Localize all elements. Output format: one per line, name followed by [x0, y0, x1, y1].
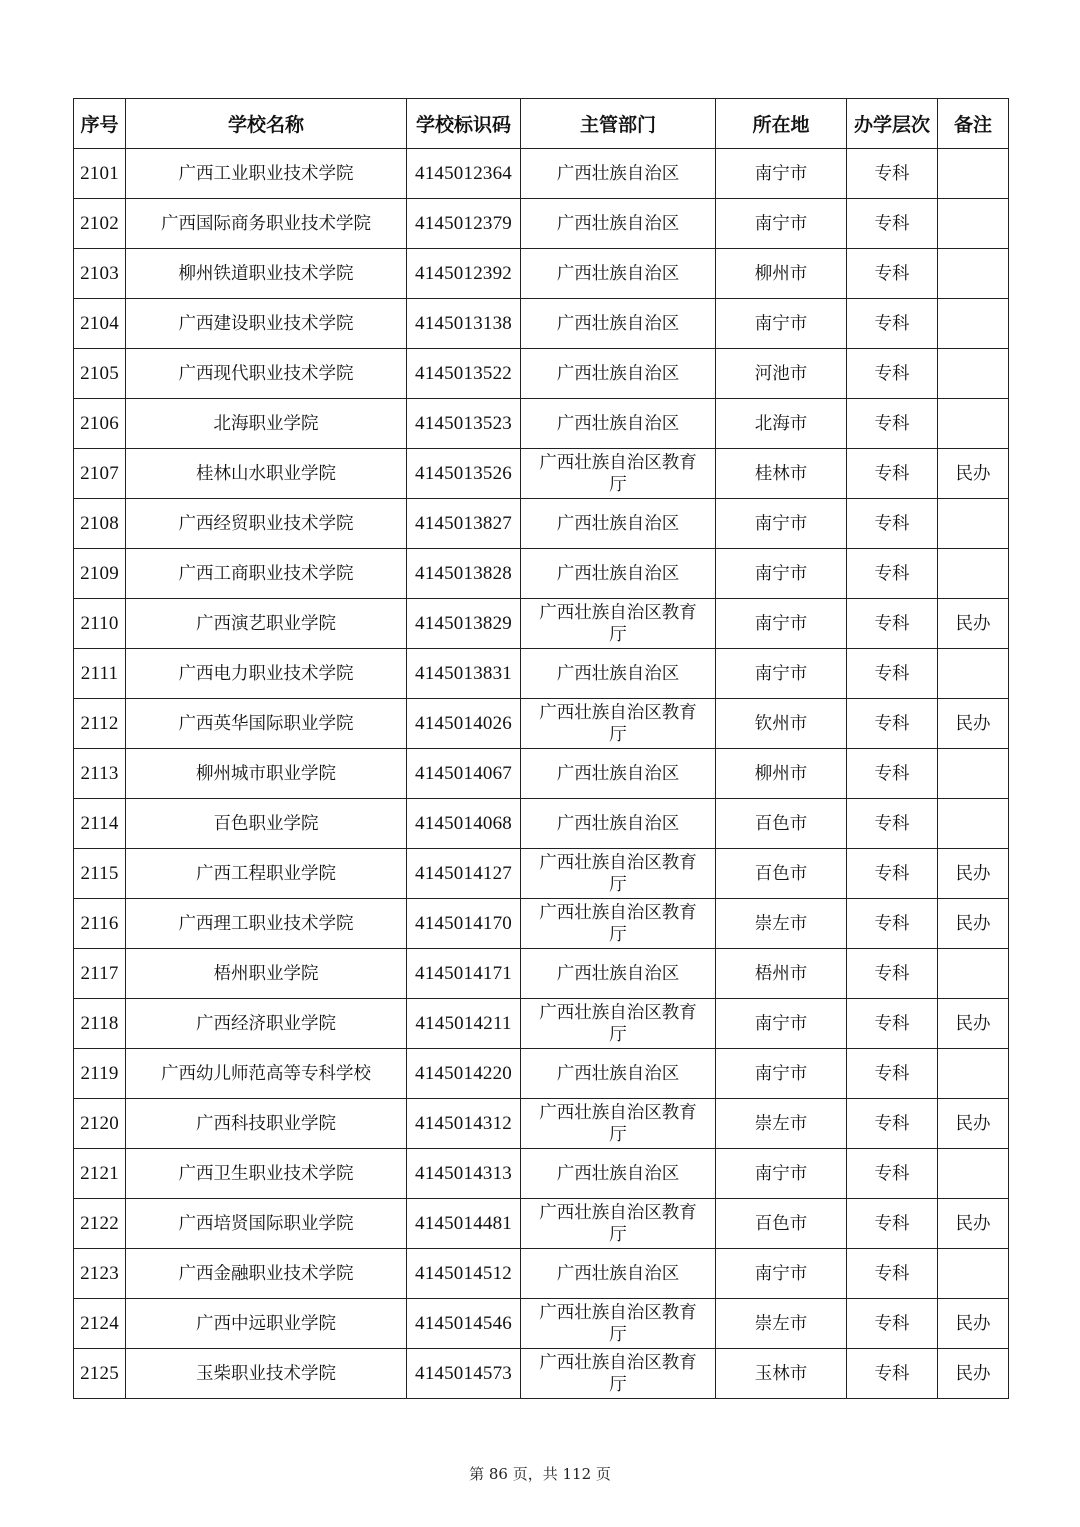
location-cell: 南宁市: [716, 1149, 847, 1199]
location-cell: 南宁市: [716, 149, 847, 199]
location-cell: 崇左市: [716, 1099, 847, 1149]
department-cell: 广西壮族自治区教育厅: [521, 999, 716, 1049]
remarks-cell: [938, 1149, 1009, 1199]
location-cell: 百色市: [716, 1199, 847, 1249]
school-code-cell: 4145014067: [407, 749, 521, 799]
school-name-cell: 广西卫生职业技术学院: [126, 1149, 407, 1199]
location-cell: 南宁市: [716, 649, 847, 699]
page-number: 第 86 页，共 112 页: [469, 1465, 611, 1483]
serial-cell: 2125: [74, 1349, 126, 1399]
department-cell: 广西壮族自治区教育厅: [521, 1349, 716, 1399]
school-name-cell: 玉柴职业技术学院: [126, 1349, 407, 1399]
school-name-cell: 广西建设职业技术学院: [126, 299, 407, 349]
school-code-cell: 4145014313: [407, 1149, 521, 1199]
department-cell: 广西壮族自治区: [521, 1149, 716, 1199]
table-row: [74, 799, 1009, 849]
serial-cell: 2122: [74, 1199, 126, 1249]
table-row: [74, 199, 1009, 249]
department-cell: 广西壮族自治区教育厅: [521, 699, 716, 749]
remarks-cell: [938, 399, 1009, 449]
school-list-table: [73, 98, 1009, 1399]
serial-cell: 2102: [74, 199, 126, 249]
location-cell: 崇左市: [716, 1299, 847, 1349]
location-cell: 桂林市: [716, 449, 847, 499]
remarks-cell: [938, 249, 1009, 299]
school-name-cell: 广西金融职业技术学院: [126, 1249, 407, 1299]
location-cell: 南宁市: [716, 999, 847, 1049]
department-cell: 广西壮族自治区: [521, 949, 716, 999]
department-cell: 广西壮族自治区: [521, 499, 716, 549]
remarks-cell: 民办: [938, 599, 1009, 649]
serial-cell: 2116: [74, 899, 126, 949]
location-cell: 百色市: [716, 849, 847, 899]
level-cell: 专科: [847, 799, 938, 849]
department-cell: 广西壮族自治区: [521, 149, 716, 199]
remarks-cell: [938, 1049, 1009, 1099]
school-name-cell: 广西经济职业学院: [126, 999, 407, 1049]
school-name-cell: 广西工商职业技术学院: [126, 549, 407, 599]
department-cell: 广西壮族自治区: [521, 349, 716, 399]
location-cell: 柳州市: [716, 249, 847, 299]
table-body: [74, 149, 1009, 1399]
serial-cell: 2108: [74, 499, 126, 549]
school-code-cell: 4145013827: [407, 499, 521, 549]
header-department: 主管部门: [521, 99, 716, 149]
level-cell: 专科: [847, 749, 938, 799]
remarks-cell: 民办: [938, 899, 1009, 949]
department-cell: 广西壮族自治区: [521, 549, 716, 599]
remarks-cell: 民办: [938, 449, 1009, 499]
serial-cell: 2124: [74, 1299, 126, 1349]
table-row: [74, 949, 1009, 999]
location-cell: 南宁市: [716, 1249, 847, 1299]
school-name-cell: 广西工业职业技术学院: [126, 149, 407, 199]
header-location: 所在地: [716, 99, 847, 149]
remarks-cell: [938, 549, 1009, 599]
school-code-cell: 4145014220: [407, 1049, 521, 1099]
serial-cell: 2118: [74, 999, 126, 1049]
serial-cell: 2115: [74, 849, 126, 899]
department-cell: 广西壮族自治区教育厅: [521, 1199, 716, 1249]
remarks-cell: 民办: [938, 1299, 1009, 1349]
table-row: [74, 299, 1009, 349]
table-row: [74, 849, 1009, 899]
table-row: [74, 749, 1009, 799]
location-cell: 崇左市: [716, 899, 847, 949]
remarks-cell: 民办: [938, 1099, 1009, 1149]
serial-cell: 2111: [74, 649, 126, 699]
department-cell: 广西壮族自治区: [521, 649, 716, 699]
table-row: [74, 249, 1009, 299]
level-cell: 专科: [847, 499, 938, 549]
school-name-cell: 广西工程职业学院: [126, 849, 407, 899]
department-cell: 广西壮族自治区教育厅: [521, 599, 716, 649]
school-name-cell: 广西科技职业学院: [126, 1099, 407, 1149]
remarks-cell: [938, 1249, 1009, 1299]
school-code-cell: 4145012364: [407, 149, 521, 199]
table-row: [74, 149, 1009, 199]
school-code-cell: 4145014211: [407, 999, 521, 1049]
level-cell: 专科: [847, 1199, 938, 1249]
department-cell: 广西壮族自治区教育厅: [521, 899, 716, 949]
serial-cell: 2114: [74, 799, 126, 849]
department-cell: 广西壮族自治区: [521, 299, 716, 349]
header-school-name: 学校名称: [126, 99, 407, 149]
level-cell: 专科: [847, 899, 938, 949]
location-cell: 南宁市: [716, 549, 847, 599]
level-cell: 专科: [847, 149, 938, 199]
school-name-cell: 百色职业学院: [126, 799, 407, 849]
school-name-cell: 广西培贤国际职业学院: [126, 1199, 407, 1249]
school-name-cell: 广西中远职业学院: [126, 1299, 407, 1349]
school-code-cell: 4145013526: [407, 449, 521, 499]
serial-cell: 2107: [74, 449, 126, 499]
remarks-cell: [938, 199, 1009, 249]
level-cell: 专科: [847, 649, 938, 699]
level-cell: 专科: [847, 1249, 938, 1299]
school-code-cell: 4145013138: [407, 299, 521, 349]
school-name-cell: 广西英华国际职业学院: [126, 699, 407, 749]
serial-cell: 2121: [74, 1149, 126, 1199]
table-row: [74, 599, 1009, 649]
school-name-cell: 广西经贸职业技术学院: [126, 499, 407, 549]
department-cell: 广西壮族自治区: [521, 749, 716, 799]
table-row: [74, 549, 1009, 599]
remarks-cell: 民办: [938, 849, 1009, 899]
header-level: 办学层次: [847, 99, 938, 149]
serial-cell: 2119: [74, 1049, 126, 1099]
department-cell: 广西壮族自治区教育厅: [521, 849, 716, 899]
table-row: [74, 1299, 1009, 1349]
location-cell: 百色市: [716, 799, 847, 849]
level-cell: 专科: [847, 699, 938, 749]
table-row: [74, 999, 1009, 1049]
location-cell: 南宁市: [716, 199, 847, 249]
location-cell: 北海市: [716, 399, 847, 449]
remarks-cell: 民办: [938, 1349, 1009, 1399]
remarks-cell: [938, 799, 1009, 849]
school-code-cell: 4145014068: [407, 799, 521, 849]
serial-cell: 2123: [74, 1249, 126, 1299]
serial-cell: 2103: [74, 249, 126, 299]
department-cell: 广西壮族自治区: [521, 799, 716, 849]
location-cell: 柳州市: [716, 749, 847, 799]
school-code-cell: 4145013831: [407, 649, 521, 699]
school-code-cell: 4145013522: [407, 349, 521, 399]
remarks-cell: 民办: [938, 699, 1009, 749]
school-name-cell: 柳州城市职业学院: [126, 749, 407, 799]
department-cell: 广西壮族自治区: [521, 1049, 716, 1099]
table-row: [74, 899, 1009, 949]
school-code-cell: 4145014026: [407, 699, 521, 749]
department-cell: 广西壮族自治区教育厅: [521, 449, 716, 499]
department-cell: 广西壮族自治区: [521, 199, 716, 249]
location-cell: 南宁市: [716, 1049, 847, 1099]
department-cell: 广西壮族自治区: [521, 249, 716, 299]
table-row: [74, 699, 1009, 749]
remarks-cell: 民办: [938, 999, 1009, 1049]
school-name-cell: 广西电力职业技术学院: [126, 649, 407, 699]
header-school-code: 学校标识码: [407, 99, 521, 149]
level-cell: 专科: [847, 349, 938, 399]
location-cell: 玉林市: [716, 1349, 847, 1399]
remarks-cell: [938, 949, 1009, 999]
school-code-cell: 4145014127: [407, 849, 521, 899]
department-cell: 广西壮族自治区教育厅: [521, 1299, 716, 1349]
serial-cell: 2109: [74, 549, 126, 599]
header-remarks: 备注: [938, 99, 1009, 149]
table-row: [74, 449, 1009, 499]
school-code-cell: 4145014481: [407, 1199, 521, 1249]
table-row: [74, 1249, 1009, 1299]
school-name-cell: 广西国际商务职业技术学院: [126, 199, 407, 249]
school-code-cell: 4145014546: [407, 1299, 521, 1349]
school-name-cell: 梧州职业学院: [126, 949, 407, 999]
school-name-cell: 广西幼儿师范高等专科学校: [126, 1049, 407, 1099]
school-code-cell: 4145012379: [407, 199, 521, 249]
school-code-cell: 4145014512: [407, 1249, 521, 1299]
level-cell: 专科: [847, 399, 938, 449]
level-cell: 专科: [847, 249, 938, 299]
school-code-cell: 4145014573: [407, 1349, 521, 1399]
school-name-cell: 广西理工职业技术学院: [126, 899, 407, 949]
table-row: [74, 649, 1009, 699]
location-cell: 梧州市: [716, 949, 847, 999]
table-row: [74, 1199, 1009, 1249]
level-cell: 专科: [847, 949, 938, 999]
school-code-cell: 4145012392: [407, 249, 521, 299]
level-cell: 专科: [847, 449, 938, 499]
serial-cell: 2106: [74, 399, 126, 449]
header-serial: 序号: [74, 99, 126, 149]
serial-cell: 2120: [74, 1099, 126, 1149]
level-cell: 专科: [847, 999, 938, 1049]
table-row: [74, 1149, 1009, 1199]
remarks-cell: 民办: [938, 1199, 1009, 1249]
school-code-cell: 4145014170: [407, 899, 521, 949]
location-cell: 南宁市: [716, 599, 847, 649]
location-cell: 河池市: [716, 349, 847, 399]
remarks-cell: [938, 749, 1009, 799]
table-row: [74, 349, 1009, 399]
school-code-cell: 4145013829: [407, 599, 521, 649]
level-cell: 专科: [847, 1049, 938, 1099]
remarks-cell: [938, 499, 1009, 549]
level-cell: 专科: [847, 1149, 938, 1199]
level-cell: 专科: [847, 1299, 938, 1349]
school-name-cell: 柳州铁道职业技术学院: [126, 249, 407, 299]
serial-cell: 2101: [74, 149, 126, 199]
serial-cell: 2104: [74, 299, 126, 349]
school-code-cell: 4145014312: [407, 1099, 521, 1149]
table-row: [74, 1099, 1009, 1149]
remarks-cell: [938, 149, 1009, 199]
school-name-cell: 广西现代职业技术学院: [126, 349, 407, 399]
school-code-cell: 4145014171: [407, 949, 521, 999]
table-row: [74, 499, 1009, 549]
level-cell: 专科: [847, 549, 938, 599]
remarks-cell: [938, 349, 1009, 399]
school-code-cell: 4145013523: [407, 399, 521, 449]
department-cell: 广西壮族自治区: [521, 1249, 716, 1299]
remarks-cell: [938, 299, 1009, 349]
school-code-cell: 4145013828: [407, 549, 521, 599]
school-name-cell: 广西演艺职业学院: [126, 599, 407, 649]
location-cell: 南宁市: [716, 299, 847, 349]
serial-cell: 2110: [74, 599, 126, 649]
serial-cell: 2113: [74, 749, 126, 799]
school-name-cell: 桂林山水职业学院: [126, 449, 407, 499]
table-row: [74, 1349, 1009, 1399]
level-cell: 专科: [847, 1349, 938, 1399]
table-header-row: [74, 99, 1009, 149]
department-cell: 广西壮族自治区: [521, 399, 716, 449]
serial-cell: 2117: [74, 949, 126, 999]
level-cell: 专科: [847, 849, 938, 899]
location-cell: 钦州市: [716, 699, 847, 749]
location-cell: 南宁市: [716, 499, 847, 549]
level-cell: 专科: [847, 1099, 938, 1149]
school-name-cell: 北海职业学院: [126, 399, 407, 449]
serial-cell: 2112: [74, 699, 126, 749]
department-cell: 广西壮族自治区教育厅: [521, 1099, 716, 1149]
level-cell: 专科: [847, 199, 938, 249]
level-cell: 专科: [847, 299, 938, 349]
remarks-cell: [938, 649, 1009, 699]
level-cell: 专科: [847, 599, 938, 649]
table-row: [74, 1049, 1009, 1099]
serial-cell: 2105: [74, 349, 126, 399]
table-row: [74, 399, 1009, 449]
